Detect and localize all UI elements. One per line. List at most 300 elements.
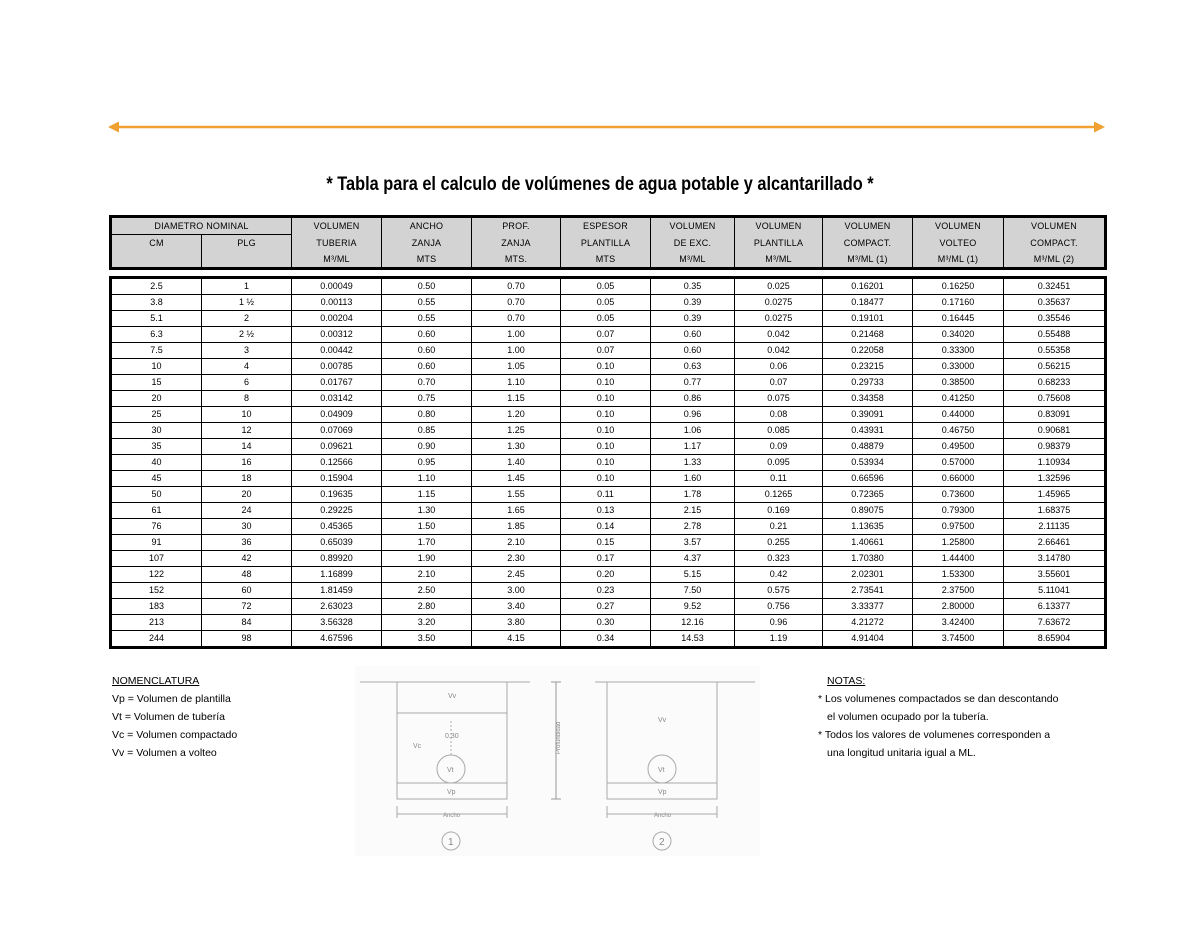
table-cell: 2.73541	[823, 583, 913, 599]
table-cell: 2.5	[111, 278, 202, 295]
table-cell: 0.98379	[1004, 439, 1106, 455]
table-cell: 0.63	[651, 359, 735, 375]
table-cell: 0.07	[561, 343, 651, 359]
header-blank	[111, 251, 202, 269]
table-cell: 0.70	[472, 295, 561, 311]
header-cell: DE EXC.	[651, 235, 735, 252]
table-cell: 1.85	[472, 519, 561, 535]
table-cell: 0.75608	[1004, 391, 1106, 407]
table-cell: 0.11	[561, 487, 651, 503]
notas-line: * Los volumenes compactados se dan descontando	[818, 693, 1059, 705]
table-cell: 61	[111, 503, 202, 519]
table-cell: 20	[111, 391, 202, 407]
table-cell: 98	[202, 631, 292, 648]
notas-line: el volumen ocupado por la tubería.	[827, 711, 989, 723]
table-cell: 0.17160	[913, 295, 1004, 311]
table-cell: 35	[111, 439, 202, 455]
table-cell: 1.10	[382, 471, 472, 487]
table-cell: 25	[111, 407, 202, 423]
table-cell: 0.00204	[292, 311, 382, 327]
table-cell: 0.095	[735, 455, 823, 471]
table-cell: 0.55	[382, 311, 472, 327]
table-cell: 2.80000	[913, 599, 1004, 615]
table-cell: 2.50	[382, 583, 472, 599]
table-cell: 48	[202, 567, 292, 583]
table-cell: 45	[111, 471, 202, 487]
header-diametro-nominal: DIAMETRO NOMINAL	[111, 217, 292, 235]
table-cell: 0.77	[651, 375, 735, 391]
table-cell: 0.18477	[823, 295, 913, 311]
table-row	[111, 295, 1106, 311]
table-row	[111, 359, 1106, 375]
table-row	[111, 599, 1106, 615]
table-cell: 1.30	[382, 503, 472, 519]
table-cell: 3.42400	[913, 615, 1004, 631]
diagram-label-ancho-2: Ancho	[654, 813, 672, 819]
table-cell: 0.57000	[913, 455, 1004, 471]
table-cell: 1.19	[735, 631, 823, 648]
figure-number-2: 2	[659, 837, 665, 848]
table-cell: 1.68375	[1004, 503, 1106, 519]
diagram-label-profundidad: Profundidad	[556, 721, 562, 754]
table-cell: 7.5	[111, 343, 202, 359]
table-header	[109, 215, 1107, 270]
table-cell: 122	[111, 567, 202, 583]
table-cell: 213	[111, 615, 202, 631]
table-cell: 0.05	[561, 295, 651, 311]
table-cell: 1.25	[472, 423, 561, 439]
nomenclatura-heading: NOMENCLATURA	[112, 675, 200, 687]
table-cell: 0.55488	[1004, 327, 1106, 343]
table-cell: 0.00442	[292, 343, 382, 359]
table-cell: 0.34358	[823, 391, 913, 407]
table-cell: 3.50	[382, 631, 472, 648]
table-cell: 1.13635	[823, 519, 913, 535]
table-cell: 107	[111, 551, 202, 567]
table-cell: 1.05	[472, 359, 561, 375]
table-cell: 0.79300	[913, 503, 1004, 519]
table-cell: 30	[202, 519, 292, 535]
table-cell: 0.169	[735, 503, 823, 519]
table-cell: 12	[202, 423, 292, 439]
table-cell: 5.1	[111, 311, 202, 327]
table-cell: 0.45365	[292, 519, 382, 535]
table-cell: 15	[111, 375, 202, 391]
table-row	[111, 311, 1106, 327]
table-cell: 3.57	[651, 535, 735, 551]
header-cell: VOLUMEN	[292, 217, 382, 235]
table-cell: 0.34	[561, 631, 651, 648]
table-cell: 0.13	[561, 503, 651, 519]
table-cell: 1.00	[472, 343, 561, 359]
table-cell: 244	[111, 631, 202, 648]
table-cell: 60	[202, 583, 292, 599]
table-cell: 0.86	[651, 391, 735, 407]
table-cell: 0.10	[561, 375, 651, 391]
table-cell: 0.35546	[1004, 311, 1106, 327]
table-cell: 42	[202, 551, 292, 567]
table-row	[111, 519, 1106, 535]
table-cell: 2.80	[382, 599, 472, 615]
table-cell: 7.50	[651, 583, 735, 599]
table-cell: 0.53934	[823, 455, 913, 471]
table-cell: 0.89075	[823, 503, 913, 519]
table-cell: 0.39	[651, 311, 735, 327]
nomenclatura-line: Vc = Volumen compactado	[112, 729, 238, 741]
table-cell: 3.55601	[1004, 567, 1106, 583]
table-cell: 0.1265	[735, 487, 823, 503]
table-cell: 2	[202, 311, 292, 327]
notas-line: una longitud unitaria igual a ML.	[827, 747, 976, 759]
table-cell: 152	[111, 583, 202, 599]
table-cell: 24	[202, 503, 292, 519]
table-cell: 1.10	[472, 375, 561, 391]
table-cell: 0.46750	[913, 423, 1004, 439]
table-cell: 0.96	[735, 615, 823, 631]
diagram-label-vt-2: Vt	[658, 767, 665, 774]
table-cell: 0.72365	[823, 487, 913, 503]
table-cell: 1.65	[472, 503, 561, 519]
table-cell: 1.00	[472, 327, 561, 343]
table-cell: 0.60	[382, 327, 472, 343]
table-cell: 0.43931	[823, 423, 913, 439]
table-cell: 0.83091	[1004, 407, 1106, 423]
table-cell: 1.40661	[823, 535, 913, 551]
header-cell: VOLUMEN	[651, 217, 735, 235]
table-cell: 0.22058	[823, 343, 913, 359]
table-cell: 3.33377	[823, 599, 913, 615]
table-cell: 5.15	[651, 567, 735, 583]
table-cell: 0.09	[735, 439, 823, 455]
table-cell: 0.17	[561, 551, 651, 567]
table-cell: 1.06	[651, 423, 735, 439]
table-cell: 1.17	[651, 439, 735, 455]
orange-double-arrow	[108, 118, 1105, 136]
table-cell: 0.39	[651, 295, 735, 311]
header-cell: VOLUMEN	[913, 217, 1004, 235]
table-cell: 0.27	[561, 599, 651, 615]
table-cell: 0.73600	[913, 487, 1004, 503]
table-cell: 1	[202, 278, 292, 295]
table-row	[111, 327, 1106, 343]
table-cell: 0.09621	[292, 439, 382, 455]
table-cell: 0.29733	[823, 375, 913, 391]
table-row	[111, 391, 1106, 407]
table-cell: 0.10	[561, 471, 651, 487]
table-cell: 0.00113	[292, 295, 382, 311]
nomenclatura-line: Vp = Volumen de plantilla	[112, 693, 231, 705]
trench-diagram	[355, 666, 760, 856]
table-cell: 3.40	[472, 599, 561, 615]
table-cell: 0.49500	[913, 439, 1004, 455]
table-cell: 6.13377	[1004, 599, 1106, 615]
header-cell: VOLUMEN	[1004, 217, 1106, 235]
table-cell: 1.45	[472, 471, 561, 487]
table-cell: 0.33300	[913, 343, 1004, 359]
table-row	[111, 567, 1106, 583]
table-cell: 1.32596	[1004, 471, 1106, 487]
table-cell: 0.255	[735, 535, 823, 551]
table-cell: 14	[202, 439, 292, 455]
table-cell: 3.56328	[292, 615, 382, 631]
diagram-label-vt: Vt	[447, 767, 454, 774]
table-row	[111, 423, 1106, 439]
table-cell: 0.075	[735, 391, 823, 407]
table-cell: 10	[111, 359, 202, 375]
table-cell: 40	[111, 455, 202, 471]
table-cell: 1.25800	[913, 535, 1004, 551]
page-title: * Tabla para el calculo de volúmenes de agua potable y alcantarillado *	[326, 174, 874, 195]
table-cell: 2.10	[472, 535, 561, 551]
table-cell: 18	[202, 471, 292, 487]
table-cell: 0.06	[735, 359, 823, 375]
table-cell: 1.44400	[913, 551, 1004, 567]
table-cell: 3	[202, 343, 292, 359]
table-row	[111, 583, 1106, 599]
table-cell: 0.33000	[913, 359, 1004, 375]
diagram-label-vv: Vv	[448, 693, 457, 700]
table-cell: 2 ½	[202, 327, 292, 343]
table-cell: 0.00785	[292, 359, 382, 375]
table-cell: 0.10	[561, 455, 651, 471]
table-cell: 0.085	[735, 423, 823, 439]
table-cell: 7.63672	[1004, 615, 1106, 631]
header-unit: M³/ML (1)	[823, 251, 913, 269]
header-cell: PLANTILLA	[735, 235, 823, 252]
table-row	[111, 471, 1106, 487]
table-cell: 1.16899	[292, 567, 382, 583]
table-cell: 2.11135	[1004, 519, 1106, 535]
table-cell: 8	[202, 391, 292, 407]
table-cell: 6.3	[111, 327, 202, 343]
table-cell: 2.78	[651, 519, 735, 535]
table-cell: 0.19635	[292, 487, 382, 503]
table-cell: 0.15	[561, 535, 651, 551]
table-cell: 0.60	[382, 343, 472, 359]
diagram-label-ancho: Ancho	[443, 813, 461, 819]
table-cell: 0.16250	[913, 278, 1004, 295]
table-cell: 0.042	[735, 343, 823, 359]
header-unit: M³/ML (2)	[1004, 251, 1106, 269]
table-cell: 2.63023	[292, 599, 382, 615]
table-cell: 0.21	[735, 519, 823, 535]
header-cell: VOLTEO	[913, 235, 1004, 252]
table-cell: 0.07069	[292, 423, 382, 439]
diagram-label-vp-2: Vp	[658, 789, 667, 796]
table-cell: 4.67596	[292, 631, 382, 648]
table-cell: 0.16445	[913, 311, 1004, 327]
table-cell: 0.80	[382, 407, 472, 423]
table-cell: 4	[202, 359, 292, 375]
table-cell: 8.65904	[1004, 631, 1106, 648]
table-row	[111, 439, 1106, 455]
table-cell: 0.10	[561, 423, 651, 439]
table-cell: 4.15	[472, 631, 561, 648]
table-cell: 0.65039	[292, 535, 382, 551]
header-cell: COMPACT.	[1004, 235, 1106, 252]
notas-line: * Todos los valores de volumenes corresponden a	[818, 729, 1051, 741]
table-cell: 0.11	[735, 471, 823, 487]
table-cell: 0.0275	[735, 311, 823, 327]
table-cell: 0.20	[561, 567, 651, 583]
table-cell: 3.20	[382, 615, 472, 631]
table-cell: 5.11041	[1004, 583, 1106, 599]
table-cell: 1.60	[651, 471, 735, 487]
table-cell: 1.70380	[823, 551, 913, 567]
table-cell: 0.10	[561, 439, 651, 455]
table-row	[111, 615, 1106, 631]
header-cell: TUBERIA	[292, 235, 382, 252]
header-cell: PROF.	[472, 217, 561, 235]
table-cell: 0.04909	[292, 407, 382, 423]
table-cell: 0.756	[735, 599, 823, 615]
header-unit: M³/ML	[735, 251, 823, 269]
table-cell: 0.32451	[1004, 278, 1106, 295]
table-cell: 0.05	[561, 278, 651, 295]
table-cell: 0.0275	[735, 295, 823, 311]
table-cell: 0.39091	[823, 407, 913, 423]
table-cell: 0.56215	[1004, 359, 1106, 375]
table-cell: 1.10934	[1004, 455, 1106, 471]
header-cell: ZANJA	[382, 235, 472, 252]
table-cell: 72	[202, 599, 292, 615]
table-cell: 2.15	[651, 503, 735, 519]
table-cell: 2.02301	[823, 567, 913, 583]
table-cell: 0.55358	[1004, 343, 1106, 359]
table-cell: 0.70	[472, 311, 561, 327]
table-cell: 0.00312	[292, 327, 382, 343]
table-cell: 0.97500	[913, 519, 1004, 535]
table-cell: 0.42	[735, 567, 823, 583]
table-cell: 0.23	[561, 583, 651, 599]
table-cell: 1.90	[382, 551, 472, 567]
header-unit: MTS.	[472, 251, 561, 269]
table-cell: 0.30	[561, 615, 651, 631]
table-cell: 9.52	[651, 599, 735, 615]
table-cell: 0.10	[561, 391, 651, 407]
table-cell: 0.85	[382, 423, 472, 439]
table-cell: 3.14780	[1004, 551, 1106, 567]
table-cell: 0.66000	[913, 471, 1004, 487]
header-blank	[202, 251, 292, 269]
table-cell: 84	[202, 615, 292, 631]
table-cell: 0.44000	[913, 407, 1004, 423]
table-cell: 0.55	[382, 295, 472, 311]
table-cell: 0.70	[382, 375, 472, 391]
table-cell: 0.48879	[823, 439, 913, 455]
header-cell: ZANJA	[472, 235, 561, 252]
table-row	[111, 455, 1106, 471]
table-cell: 2.66461	[1004, 535, 1106, 551]
table-cell: 4.91404	[823, 631, 913, 648]
table-cell: 0.19101	[823, 311, 913, 327]
notas-heading: NOTAS:	[827, 675, 866, 687]
table-cell: 0.025	[735, 278, 823, 295]
table-cell: 1.55	[472, 487, 561, 503]
nomenclatura-line: Vt = Volumen de tubería	[112, 711, 225, 723]
table-cell: 16	[202, 455, 292, 471]
header-unit: MTS	[382, 251, 472, 269]
table-cell: 76	[111, 519, 202, 535]
table-cell: 0.60	[382, 359, 472, 375]
table-cell: 30	[111, 423, 202, 439]
table-cell: 4.37	[651, 551, 735, 567]
header-cell: VOLUMEN	[735, 217, 823, 235]
table-cell: 3.00	[472, 583, 561, 599]
table-cell: 0.05	[561, 311, 651, 327]
table-cell: 0.95	[382, 455, 472, 471]
table-cell: 12.16	[651, 615, 735, 631]
table-cell: 0.10	[561, 359, 651, 375]
table-cell: 0.89920	[292, 551, 382, 567]
table-cell: 1.15	[472, 391, 561, 407]
table-cell: 0.07	[561, 327, 651, 343]
table-cell: 0.70	[472, 278, 561, 295]
table-row	[111, 278, 1106, 295]
table-row	[111, 631, 1106, 648]
table-cell: 0.50	[382, 278, 472, 295]
table-cell: 0.12566	[292, 455, 382, 471]
table-cell: 0.75	[382, 391, 472, 407]
table-cell: 50	[111, 487, 202, 503]
header-unit: M³/ML	[292, 251, 382, 269]
table-cell: 0.60	[651, 343, 735, 359]
table-cell: 0.07	[735, 375, 823, 391]
table-cell: 1.30	[472, 439, 561, 455]
table-cell: 0.96	[651, 407, 735, 423]
table-row	[111, 551, 1106, 567]
table-row	[111, 535, 1106, 551]
table-row	[111, 407, 1106, 423]
table-cell: 0.03142	[292, 391, 382, 407]
table-cell: 0.08	[735, 407, 823, 423]
table-cell: 0.35	[651, 278, 735, 295]
table-body	[109, 276, 1107, 649]
table-row	[111, 343, 1106, 359]
table-cell: 0.90	[382, 439, 472, 455]
header-cell: ESPESOR	[561, 217, 651, 235]
table-cell: 6	[202, 375, 292, 391]
table-cell: 1.15	[382, 487, 472, 503]
diagram-label-vp: Vp	[447, 789, 456, 796]
table-cell: 1.20	[472, 407, 561, 423]
table-cell: 0.15904	[292, 471, 382, 487]
table-cell: 0.16201	[823, 278, 913, 295]
table-cell: 14.53	[651, 631, 735, 648]
nomenclatura	[112, 672, 237, 762]
table-cell: 1 ½	[202, 295, 292, 311]
table-cell: 0.66596	[823, 471, 913, 487]
table-cell: 0.60	[651, 327, 735, 343]
table-cell: 2.45	[472, 567, 561, 583]
table-cell: 0.29225	[292, 503, 382, 519]
table-cell: 3.80	[472, 615, 561, 631]
table-cell: 0.14	[561, 519, 651, 535]
table-cell: 1.81459	[292, 583, 382, 599]
table-row	[111, 375, 1106, 391]
table-row	[111, 487, 1106, 503]
table-cell: 0.00049	[292, 278, 382, 295]
table-cell: 1.40	[472, 455, 561, 471]
diagram-label-dim: 0.30	[445, 733, 459, 740]
header-plg: PLG	[202, 235, 292, 252]
table-cell: 0.323	[735, 551, 823, 567]
table-cell: 2.10	[382, 567, 472, 583]
table-cell: 1.78	[651, 487, 735, 503]
table-cell: 183	[111, 599, 202, 615]
table-cell: 0.01767	[292, 375, 382, 391]
table-cell: 0.34020	[913, 327, 1004, 343]
